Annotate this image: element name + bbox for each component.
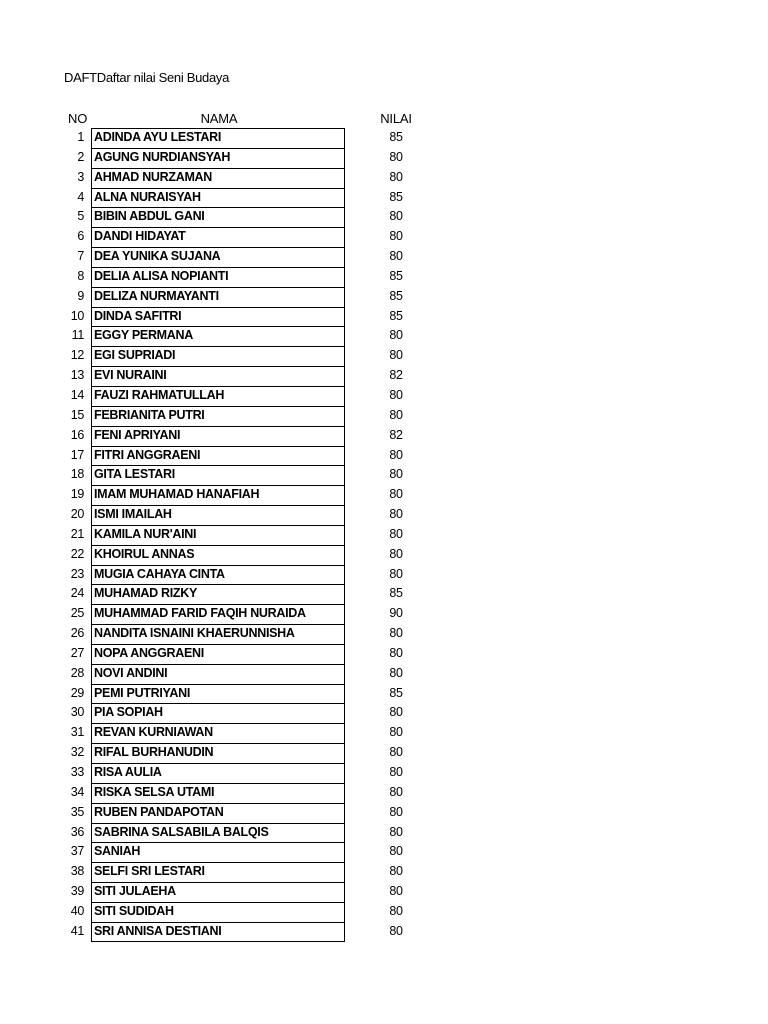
student-name: ADINDA AYU LESTARI xyxy=(91,128,345,148)
table-row xyxy=(60,882,460,902)
row-number: 10 xyxy=(70,308,84,323)
row-number: 36 xyxy=(70,824,84,839)
table-row xyxy=(60,862,460,882)
student-score: 85 xyxy=(389,586,403,601)
row-number: 37 xyxy=(70,844,84,859)
row-number: 15 xyxy=(70,407,84,422)
student-score: 80 xyxy=(389,645,403,660)
table-row xyxy=(60,823,460,843)
row-number: 29 xyxy=(70,685,84,700)
row-number: 39 xyxy=(70,884,84,899)
student-score: 80 xyxy=(389,328,403,343)
student-score: 80 xyxy=(389,169,403,184)
student-name: FAUZI RAHMATULLAH xyxy=(91,386,345,406)
table-row xyxy=(60,505,460,525)
student-name: AGUNG NURDIANSYAH xyxy=(91,148,345,168)
student-name: FITRI ANGGRAENI xyxy=(91,446,345,466)
table-row xyxy=(60,664,460,684)
row-number: 3 xyxy=(77,169,84,184)
student-score: 80 xyxy=(389,784,403,799)
row-number: 6 xyxy=(77,229,84,244)
student-name: SRI ANNISA DESTIANI xyxy=(91,922,345,942)
table-row xyxy=(60,684,460,704)
student-score: 80 xyxy=(389,824,403,839)
student-name: NOVI ANDINI xyxy=(91,664,345,684)
row-number: 13 xyxy=(70,368,84,383)
student-score: 80 xyxy=(389,804,403,819)
student-score: 80 xyxy=(389,487,403,502)
row-number: 4 xyxy=(77,189,84,204)
row-number: 21 xyxy=(70,526,84,541)
row-number: 18 xyxy=(70,467,84,482)
student-name: IMAM MUHAMAD HANAFIAH xyxy=(91,485,345,505)
student-score: 80 xyxy=(389,467,403,482)
table-row xyxy=(60,922,460,942)
student-score: 85 xyxy=(389,130,403,144)
student-score: 82 xyxy=(389,427,403,442)
table-row xyxy=(60,783,460,803)
header-nama: NAMA xyxy=(200,111,238,126)
student-score: 80 xyxy=(389,546,403,561)
row-number: 30 xyxy=(70,705,84,720)
student-name: FENI APRIYANI xyxy=(91,426,345,446)
student-score: 80 xyxy=(389,923,403,938)
student-score: 85 xyxy=(389,308,403,323)
table-row xyxy=(60,803,460,823)
row-number: 12 xyxy=(70,348,84,363)
table-row xyxy=(60,842,460,862)
table-row xyxy=(60,366,460,386)
table-row xyxy=(60,227,460,247)
row-number: 27 xyxy=(70,645,84,660)
row-number: 17 xyxy=(70,447,84,462)
student-score: 80 xyxy=(389,864,403,879)
student-name: RISA AULIA xyxy=(91,763,345,783)
row-number: 25 xyxy=(70,606,84,621)
student-name: ALNA NURAISYAH xyxy=(91,188,345,208)
student-score: 80 xyxy=(389,348,403,363)
student-name: SABRINA SALSABILA BALQIS xyxy=(91,823,345,843)
row-number: 31 xyxy=(70,725,84,740)
student-name: BIBIN ABDUL GANI xyxy=(91,207,345,227)
student-score: 90 xyxy=(389,606,403,621)
student-score: 80 xyxy=(389,209,403,224)
student-name: DELIZA NURMAYANTI xyxy=(91,287,345,307)
student-score: 80 xyxy=(389,229,403,244)
student-score: 80 xyxy=(389,387,403,402)
table-row xyxy=(60,902,460,922)
student-name: DELIA ALISA NOPIANTI xyxy=(91,267,345,287)
row-number: 41 xyxy=(70,923,84,938)
row-number: 9 xyxy=(77,288,84,303)
student-name: EGI SUPRIADI xyxy=(91,346,345,366)
table-row xyxy=(60,465,460,485)
student-score: 80 xyxy=(389,705,403,720)
student-name: NOPA ANGGRAENI xyxy=(91,644,345,664)
table-row xyxy=(60,386,460,406)
student-score: 80 xyxy=(389,665,403,680)
student-score: 80 xyxy=(389,507,403,522)
row-number: 38 xyxy=(70,864,84,879)
student-score: 80 xyxy=(389,526,403,541)
table-row xyxy=(60,485,460,505)
student-name: RISKA SELSA UTAMI xyxy=(91,783,345,803)
student-name: EVI NURAINI xyxy=(91,366,345,386)
student-name: MUHAMMAD FARID FAQIH NURAIDA xyxy=(91,604,345,624)
student-name: SITI SUDIDAH xyxy=(91,902,345,922)
table-row xyxy=(60,545,460,565)
table-row xyxy=(60,188,460,208)
row-number: 32 xyxy=(70,745,84,760)
grade-table xyxy=(60,128,460,942)
student-name: REVAN KURNIAWAN xyxy=(91,723,345,743)
table-row xyxy=(60,426,460,446)
row-number: 26 xyxy=(70,626,84,641)
student-score: 85 xyxy=(389,268,403,283)
student-score: 82 xyxy=(389,368,403,383)
header-no: NO xyxy=(68,111,88,126)
table-row xyxy=(60,207,460,227)
student-name: KHOIRUL ANNAS xyxy=(91,545,345,565)
student-name: EGGY PERMANA xyxy=(91,326,345,346)
student-score: 85 xyxy=(389,685,403,700)
table-row xyxy=(60,763,460,783)
table-row xyxy=(60,148,460,168)
row-number: 8 xyxy=(77,268,84,283)
student-name: SANIAH xyxy=(91,842,345,862)
table-row xyxy=(60,287,460,307)
row-number: 7 xyxy=(77,249,84,264)
student-score: 80 xyxy=(389,566,403,581)
row-number: 16 xyxy=(70,427,84,442)
table-row xyxy=(60,525,460,545)
table-row xyxy=(60,743,460,763)
row-number: 34 xyxy=(70,784,84,799)
student-name: DINDA SAFITRI xyxy=(91,307,345,327)
row-number: 14 xyxy=(70,387,84,402)
table-row xyxy=(60,604,460,624)
table-row xyxy=(60,703,460,723)
student-name: MUGIA CAHAYA CINTA xyxy=(91,565,345,585)
table-row xyxy=(60,624,460,644)
row-number: 20 xyxy=(70,507,84,522)
row-number: 28 xyxy=(70,665,84,680)
row-number: 33 xyxy=(70,765,84,779)
student-name: NANDITA ISNAINI KHAERUNNISHA xyxy=(91,624,345,644)
table-row xyxy=(60,168,460,188)
row-number: 2 xyxy=(77,149,84,164)
student-name: RUBEN PANDAPOTAN xyxy=(91,803,345,823)
student-name: GITA LESTARI xyxy=(91,465,345,485)
student-score: 80 xyxy=(389,903,403,918)
table-row xyxy=(60,584,460,604)
student-name: DANDI HIDAYAT xyxy=(91,227,345,247)
table-row xyxy=(60,247,460,267)
student-score: 80 xyxy=(389,626,403,641)
student-score: 80 xyxy=(389,765,403,779)
sheet-title: DAFTDaftar nilai Seni Budaya xyxy=(64,70,230,85)
table-row xyxy=(60,406,460,426)
row-number: 22 xyxy=(70,546,84,561)
header-nilai: NILAI xyxy=(380,111,412,126)
student-name: RIFAL BURHANUDIN xyxy=(91,743,345,763)
row-number: 24 xyxy=(70,586,84,601)
row-number: 1 xyxy=(77,130,84,144)
student-score: 80 xyxy=(389,447,403,462)
table-row xyxy=(60,307,460,327)
student-name: PEMI PUTRIYANI xyxy=(91,684,345,704)
row-number: 40 xyxy=(70,903,84,918)
student-name: MUHAMAD RIZKY xyxy=(91,584,345,604)
table-row xyxy=(60,346,460,366)
student-score: 80 xyxy=(389,884,403,899)
table-row xyxy=(60,446,460,466)
student-score: 85 xyxy=(389,189,403,204)
student-name: ISMI IMAILAH xyxy=(91,505,345,525)
student-score: 85 xyxy=(389,288,403,303)
student-name: DEA YUNIKA SUJANA xyxy=(91,247,345,267)
student-score: 80 xyxy=(389,407,403,422)
table-row xyxy=(60,128,460,148)
row-number: 23 xyxy=(70,566,84,581)
student-score: 80 xyxy=(389,249,403,264)
table-row xyxy=(60,267,460,287)
row-number: 19 xyxy=(70,487,84,502)
row-number: 5 xyxy=(77,209,84,224)
student-name: SITI JULAEHA xyxy=(91,882,345,902)
table-row xyxy=(60,326,460,346)
row-number: 35 xyxy=(70,804,84,819)
student-score: 80 xyxy=(389,725,403,740)
student-score: 80 xyxy=(389,745,403,760)
row-number: 11 xyxy=(71,328,84,343)
student-name: PIA SOPIAH xyxy=(91,703,345,723)
student-score: 80 xyxy=(389,149,403,164)
student-name: SELFI SRI LESTARI xyxy=(91,862,345,882)
student-name: KAMILA NUR'AINI xyxy=(91,525,345,545)
table-row xyxy=(60,565,460,585)
student-score: 80 xyxy=(389,844,403,859)
student-name: FEBRIANITA PUTRI xyxy=(91,406,345,426)
table-row xyxy=(60,644,460,664)
table-row xyxy=(60,723,460,743)
student-name: AHMAD NURZAMAN xyxy=(91,168,345,188)
